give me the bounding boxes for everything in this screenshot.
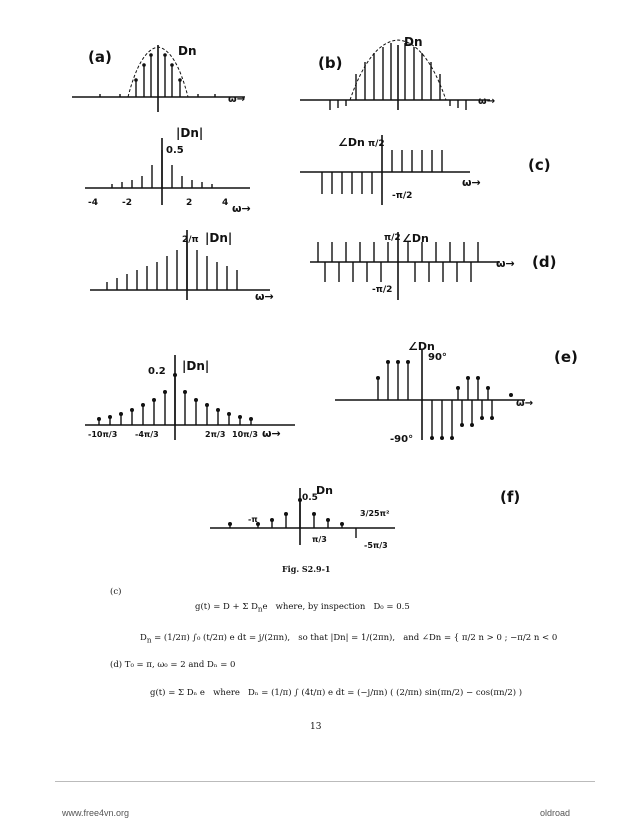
panel-d-magnitude-plot	[90, 230, 270, 300]
panel-b-title: Dn	[404, 35, 423, 49]
page-number: 13	[310, 722, 322, 732]
eq3-rhs: Dₙ = (1/π) ∫ (4t/π) e	[248, 688, 334, 698]
panel-c-mag-axis: ω→	[232, 202, 251, 215]
panel-e-mag-peak: 0.2	[148, 366, 166, 377]
eq1-lhs: g(t) = D	[195, 602, 230, 612]
eq1-term: D	[248, 602, 258, 612]
panel-c-phase-bottom: -π/2	[392, 191, 413, 201]
panel-e-mag-tick: 10π/3	[232, 430, 258, 439]
panel-d-phase-bottom: -π/2	[372, 285, 393, 295]
panel-e-phase-plot	[335, 350, 525, 440]
panel-a-axis: ω→	[228, 94, 246, 105]
panel-d-mag-title: |Dn|	[205, 231, 233, 245]
equation-2: $D_n = (1/2\pi)$ ∫₀ (t/2π) e dt = j/(2πn), so that |Dn| = 1/(2πn), and ∠Dn = { π/2 n > 0 ; −π/2 n < 0	[140, 633, 558, 645]
panel-e-mag-tick: -10π/3	[88, 430, 118, 439]
panel-f-tick: -π	[248, 515, 258, 524]
panel-b-axis: ω→	[478, 96, 496, 107]
eq3-where: where	[213, 688, 240, 698]
panel-f-tick: -5π/3	[364, 541, 388, 550]
panel-d-phase-title: ∠Dn	[402, 232, 429, 245]
panel-c-mag-tick: -2	[122, 198, 132, 208]
panel-c-phase-title: ∠Dn	[338, 136, 365, 149]
panel-c-mag-tick: 4	[222, 198, 229, 208]
panel-e-mag-title: |Dn|	[182, 359, 210, 373]
panel-b-plot	[300, 40, 490, 110]
panel-c-mag-tick: 2	[186, 198, 193, 208]
panel-f-note: 3/25π²	[360, 509, 390, 518]
panel-c-mag-title: |Dn|	[176, 126, 204, 140]
eq2-magnitude: so that |Dn| = 1/(2πn),	[298, 633, 396, 643]
part-c-label: (c)	[110, 587, 122, 597]
eq1-where: where, by inspection	[275, 602, 366, 612]
eq2-phase: and ∠Dn = { π/2 n > 0 ; −π/2 n < 0	[403, 633, 558, 643]
eq2-lhs: D	[140, 633, 147, 643]
panel-d-phase-top: π/2	[384, 233, 401, 243]
panel-f-title: Dn	[316, 484, 333, 497]
panel-c-phase-plot	[300, 135, 470, 205]
panel-e-mag-tick: 2π/3	[205, 430, 226, 439]
eq2-result: dt = j/(2πn),	[234, 633, 291, 643]
panel-e-phase-bottom: -90°	[390, 434, 414, 445]
eq1-value: D₀ = 0.5	[373, 602, 410, 612]
label-f: (f)	[500, 488, 521, 506]
figure-caption: Fig. S2.9-1	[282, 564, 331, 574]
eq1-exp: e	[262, 602, 268, 612]
panel-a-title: Dn	[178, 44, 197, 58]
label-d: (d)	[532, 253, 557, 271]
panel-e-mag-tick: -4π/3	[135, 430, 159, 439]
footer-divider	[55, 781, 595, 782]
panel-c-phase-top: π/2	[368, 139, 385, 149]
panel-d-mag-axis: ω→	[255, 290, 274, 303]
eq1-sum: + Σ	[229, 602, 249, 612]
eq3-result: dt = (−j/πn) ( (2/πn) sin(πn/2) − cos(πn/2) )	[333, 688, 523, 698]
eq3-lhs: g(t) = Σ Dₙ e	[150, 688, 205, 698]
panel-c-phase-axis: ω→	[462, 176, 481, 189]
panel-d-mag-peak: 2/π	[182, 235, 199, 245]
panel-e-phase-axis: ω→	[516, 398, 534, 409]
panel-f-tick: π/3	[312, 535, 327, 544]
label-c: (c)	[528, 156, 551, 174]
panel-c-mag-tick: -4	[88, 198, 98, 208]
equation-3	[150, 688, 522, 698]
panel-e-phase-title: ∠Dn	[408, 340, 435, 353]
eq2-int: = (1/2π) ∫₀	[151, 633, 201, 643]
panel-e-phase-top: 90°	[428, 352, 447, 363]
panel-f-peak: 0.5	[302, 493, 318, 503]
label-e: (e)	[554, 348, 578, 366]
footer-author: oldroad	[540, 808, 571, 818]
eq2-integrand: (t/2π) e	[200, 633, 235, 643]
footer-website-link[interactable]: www.free4vn.org	[62, 808, 130, 818]
panel-d-phase-axis: ω→	[496, 257, 515, 270]
panel-a-label: (a)	[88, 48, 112, 66]
equation-1: g(t) = D + Σ $D_ne$ where, by inspection D₀ = 0.5	[195, 602, 410, 614]
part-d-label: (d) T₀ = π, ω₀ = 2 and Dₙ = 0	[110, 660, 236, 670]
panel-b-label: (b)	[318, 54, 343, 72]
panel-e-mag-axis: ω→	[262, 427, 281, 440]
panel-c-mag-peak: 0.5	[166, 145, 184, 156]
